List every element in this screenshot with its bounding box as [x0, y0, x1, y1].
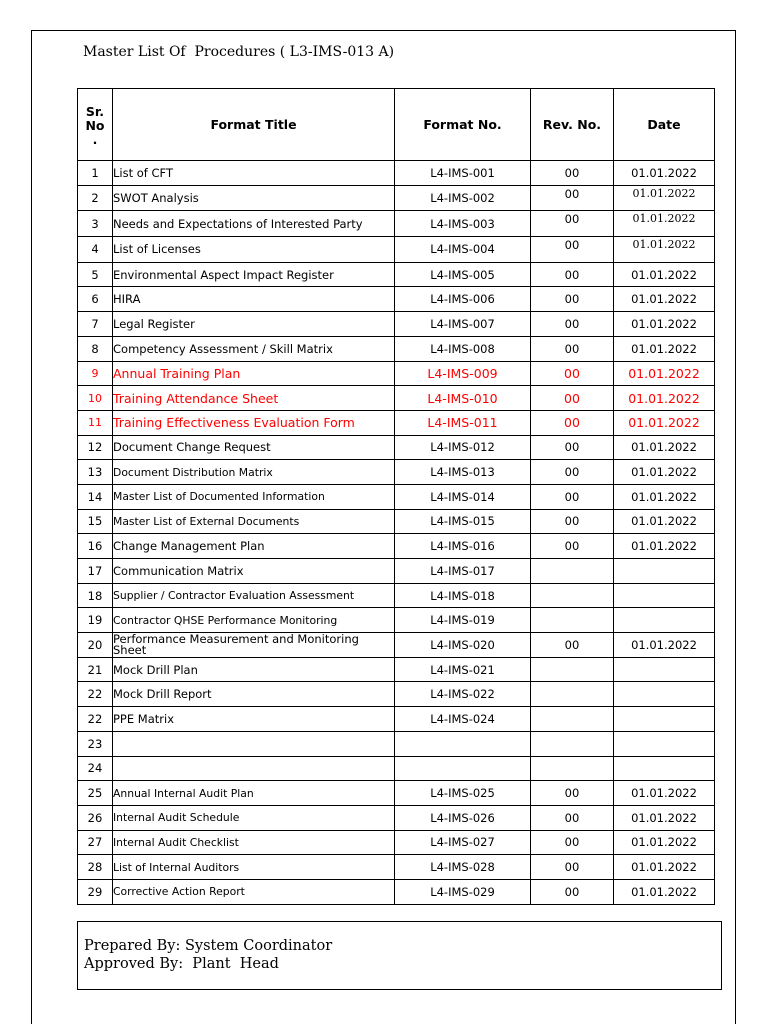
row-sr-no: 9	[78, 361, 113, 386]
row-rev-no: 00	[531, 805, 614, 830]
row-rev-no: 00	[531, 830, 614, 855]
row-rev-no	[531, 583, 614, 608]
table-row	[78, 583, 715, 608]
row-sr-no: 16	[78, 534, 113, 559]
table-row	[78, 484, 715, 509]
row-sr-no: 6	[78, 287, 113, 312]
row-date: 01.01.2022	[614, 336, 715, 361]
row-sr-no: 15	[78, 509, 113, 534]
row-format-no: L4-IMS-008	[395, 336, 531, 361]
row-sr-no: 12	[78, 435, 113, 460]
row-sr-no: 10	[78, 386, 113, 411]
row-format-no: L4-IMS-018	[395, 583, 531, 608]
row-format-title: Environmental Aspect Impact Register	[113, 262, 395, 287]
row-format-no: L4-IMS-005	[395, 262, 531, 287]
row-format-no: L4-IMS-013	[395, 460, 531, 485]
row-format-title: Legal Register	[113, 312, 395, 337]
row-rev-no: 00	[531, 879, 614, 904]
row-format-no: L4-IMS-028	[395, 855, 531, 880]
row-date: 01.01.2022	[614, 830, 715, 855]
row-format-no: L4-IMS-020	[395, 633, 531, 658]
table-row	[78, 386, 715, 411]
row-format-title: Mock Drill Plan	[113, 657, 395, 682]
row-format-no: L4-IMS-004	[395, 237, 531, 263]
row-format-title: Training Attendance Sheet	[113, 386, 395, 411]
row-date: 01.01.2022	[614, 805, 715, 830]
row-rev-no	[531, 608, 614, 633]
row-rev-no: 00	[531, 509, 614, 534]
row-format-title: Competency Assessment / Skill Matrix	[113, 336, 395, 361]
table-row	[78, 410, 715, 435]
table-row	[78, 805, 715, 830]
row-format-no: L4-IMS-021	[395, 657, 531, 682]
approved-by: Approved By: Plant Head	[84, 956, 279, 972]
row-rev-no: 00	[531, 460, 614, 485]
row-format-title: PPE Matrix	[113, 707, 395, 732]
row-date	[614, 682, 715, 707]
table-row	[78, 731, 715, 756]
row-date	[614, 657, 715, 682]
row-format-no: L4-IMS-007	[395, 312, 531, 337]
row-sr-no: 25	[78, 781, 113, 806]
row-sr-no: 26	[78, 805, 113, 830]
row-date: 01.01.2022	[614, 855, 715, 880]
table-header-row	[78, 89, 715, 161]
table-row	[78, 855, 715, 880]
row-sr-no: 11	[78, 410, 113, 435]
row-date: 01.01.2022	[614, 185, 715, 211]
row-sr-no: 23	[78, 731, 113, 756]
table-row	[78, 756, 715, 781]
table-row	[78, 460, 715, 485]
row-format-title: Document Distribution Matrix	[113, 460, 395, 485]
row-format-title: Supplier / Contractor Evaluation Assessment	[113, 583, 395, 608]
row-format-no: L4-IMS-019	[395, 608, 531, 633]
row-format-no: L4-IMS-006	[395, 287, 531, 312]
row-format-no: L4-IMS-027	[395, 830, 531, 855]
row-rev-no: 00	[531, 161, 614, 186]
row-sr-no: 4	[78, 237, 113, 263]
row-date	[614, 731, 715, 756]
row-date	[614, 559, 715, 584]
row-sr-no: 13	[78, 460, 113, 485]
row-sr-no: 18	[78, 583, 113, 608]
row-format-no: L4-IMS-029	[395, 879, 531, 904]
row-format-title: Mock Drill Report	[113, 682, 395, 707]
row-date	[614, 756, 715, 781]
row-sr-no: 21	[78, 657, 113, 682]
table-row	[78, 509, 715, 534]
row-date: 01.01.2022	[614, 262, 715, 287]
row-format-title: Change Management Plan	[113, 534, 395, 559]
row-format-no: L4-IMS-017	[395, 559, 531, 584]
row-date: 01.01.2022	[614, 386, 715, 411]
table-row	[78, 312, 715, 337]
table-row	[78, 336, 715, 361]
row-date: 01.01.2022	[614, 361, 715, 386]
row-rev-no: 00	[531, 484, 614, 509]
row-sr-no: 8	[78, 336, 113, 361]
table-row	[78, 185, 715, 211]
row-format-no: L4-IMS-003	[395, 211, 531, 237]
row-date: 01.01.2022	[614, 509, 715, 534]
row-sr-no: 7	[78, 312, 113, 337]
row-date: 01.01.2022	[614, 484, 715, 509]
row-date	[614, 707, 715, 732]
row-format-no: L4-IMS-012	[395, 435, 531, 460]
row-format-title: HIRA	[113, 287, 395, 312]
table-row	[78, 657, 715, 682]
row-sr-no: 24	[78, 756, 113, 781]
row-sr-no: 19	[78, 608, 113, 633]
row-format-title: Training Effectiveness Evaluation Form	[113, 410, 395, 435]
row-date: 01.01.2022	[614, 534, 715, 559]
header-rev-no: Rev. No.	[531, 89, 614, 161]
row-rev-no: 00	[531, 410, 614, 435]
prepared-by: Prepared By: System Coordinator	[84, 938, 333, 954]
row-format-title: List of Licenses	[113, 237, 395, 263]
row-date: 01.01.2022	[614, 460, 715, 485]
table-row	[78, 534, 715, 559]
row-rev-no: 00	[531, 336, 614, 361]
row-format-title: Performance Measurement and Monitoring Sheet	[113, 633, 395, 658]
table-row	[78, 237, 715, 263]
row-sr-no: 29	[78, 879, 113, 904]
row-date: 01.01.2022	[614, 287, 715, 312]
row-sr-no: 17	[78, 559, 113, 584]
row-format-title: Internal Audit Schedule	[113, 805, 395, 830]
row-date: 01.01.2022	[614, 879, 715, 904]
row-format-title: Document Change Request	[113, 435, 395, 460]
row-date: 01.01.2022	[614, 781, 715, 806]
row-format-title: Contractor QHSE Performance Monitoring	[113, 608, 395, 633]
row-format-no: L4-IMS-022	[395, 682, 531, 707]
table-row	[78, 435, 715, 460]
row-date: 01.01.2022	[614, 312, 715, 337]
table-row	[78, 211, 715, 237]
row-rev-no: 00	[531, 534, 614, 559]
table-row	[78, 262, 715, 287]
signoff-box	[77, 921, 722, 990]
row-format-title: List of Internal Auditors	[113, 855, 395, 880]
row-format-no: L4-IMS-025	[395, 781, 531, 806]
row-format-title: Master List of External Documents	[113, 509, 395, 534]
row-format-no: L4-IMS-011	[395, 410, 531, 435]
row-format-no: L4-IMS-001	[395, 161, 531, 186]
row-rev-no: 00	[531, 361, 614, 386]
header-date: Date	[614, 89, 715, 161]
row-format-title: SWOT Analysis	[113, 185, 395, 211]
row-rev-no: 00	[531, 185, 614, 211]
row-rev-no: 00	[531, 633, 614, 658]
row-date: 01.01.2022	[614, 633, 715, 658]
row-rev-no: 00	[531, 855, 614, 880]
row-sr-no: 14	[78, 484, 113, 509]
row-rev-no: 00	[531, 781, 614, 806]
row-date: 01.01.2022	[614, 211, 715, 237]
row-format-no	[395, 756, 531, 781]
table-row	[78, 781, 715, 806]
row-sr-no: 1	[78, 161, 113, 186]
row-format-no: L4-IMS-015	[395, 509, 531, 534]
row-format-title: Master List of Documented Information	[113, 484, 395, 509]
row-date: 01.01.2022	[614, 237, 715, 263]
row-date: 01.01.2022	[614, 161, 715, 186]
row-format-no: L4-IMS-026	[395, 805, 531, 830]
row-rev-no	[531, 682, 614, 707]
table-row	[78, 287, 715, 312]
row-sr-no: 20	[78, 633, 113, 658]
row-format-no: L4-IMS-009	[395, 361, 531, 386]
row-sr-no: 3	[78, 211, 113, 237]
row-sr-no: 27	[78, 830, 113, 855]
row-rev-no: 00	[531, 287, 614, 312]
row-rev-no	[531, 756, 614, 781]
table-row	[78, 361, 715, 386]
row-format-title: Annual Training Plan	[113, 361, 395, 386]
row-rev-no: 00	[531, 262, 614, 287]
header-format-no: Format No.	[395, 89, 531, 161]
row-sr-no: 22	[78, 682, 113, 707]
row-format-title: Communication Matrix	[113, 559, 395, 584]
row-date	[614, 583, 715, 608]
row-format-title	[113, 756, 395, 781]
table-row	[78, 707, 715, 732]
table-row	[78, 633, 715, 658]
row-sr-no: 22	[78, 707, 113, 732]
row-rev-no	[531, 707, 614, 732]
table-row	[78, 682, 715, 707]
row-format-title	[113, 731, 395, 756]
row-format-no: L4-IMS-002	[395, 185, 531, 211]
table-row	[78, 830, 715, 855]
row-rev-no: 00	[531, 312, 614, 337]
row-date: 01.01.2022	[614, 410, 715, 435]
row-format-title: Annual Internal Audit Plan	[113, 781, 395, 806]
row-sr-no: 5	[78, 262, 113, 287]
row-rev-no: 00	[531, 386, 614, 411]
row-rev-no: 00	[531, 211, 614, 237]
row-format-no: L4-IMS-014	[395, 484, 531, 509]
row-rev-no	[531, 559, 614, 584]
row-sr-no: 2	[78, 185, 113, 211]
row-rev-no	[531, 657, 614, 682]
row-format-no: L4-IMS-010	[395, 386, 531, 411]
procedures-table	[77, 88, 715, 905]
row-format-no: L4-IMS-024	[395, 707, 531, 732]
row-date: 01.01.2022	[614, 435, 715, 460]
row-format-title: Corrective Action Report	[113, 879, 395, 904]
row-format-title: Internal Audit Checklist	[113, 830, 395, 855]
table-row	[78, 879, 715, 904]
row-sr-no: 28	[78, 855, 113, 880]
header-sr-no	[78, 89, 113, 161]
row-date	[614, 608, 715, 633]
header-format-title: Format Title	[113, 89, 395, 161]
row-rev-no: 00	[531, 237, 614, 263]
row-format-no: L4-IMS-016	[395, 534, 531, 559]
table-row	[78, 608, 715, 633]
document-title: Master List Of Procedures ( L3-IMS-013 A)	[83, 44, 395, 60]
header-sr-no-label: Sr. No .	[85, 103, 105, 147]
table-row	[78, 559, 715, 584]
row-format-title: List of CFT	[113, 161, 395, 186]
row-rev-no	[531, 731, 614, 756]
row-format-title: Needs and Expectations of Interested Party	[113, 211, 395, 237]
row-rev-no: 00	[531, 435, 614, 460]
table-row	[78, 161, 715, 186]
row-format-no	[395, 731, 531, 756]
